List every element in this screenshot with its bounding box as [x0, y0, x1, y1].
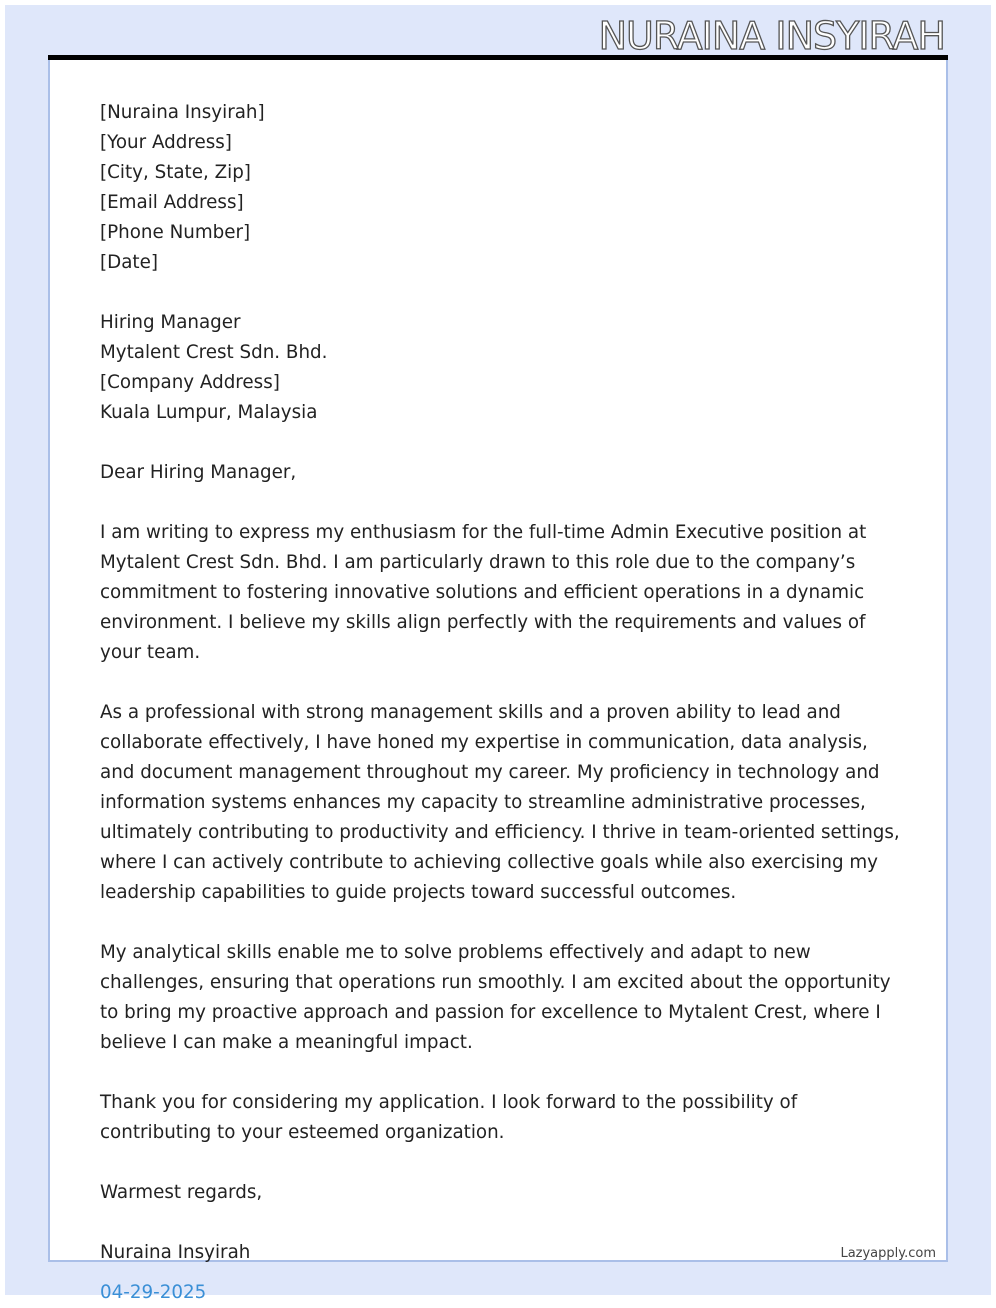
- sender-city: [City, State, Zip]: [100, 162, 251, 183]
- paragraph-experience: As a professional with strong management skills and a proven ability to lead and collaborate effectively, I have honed my expertise in communication, data analysis, and document management throughout my career. My proficiency in technology and information systems enhances my capacity to streamline administrative processes, ultimately contributing to productivity and efficiency. I thrive in team-oriented settings, where I can actively contribute to achieving collective goals while also exercising my leadership capabilities to guide projects toward successful outcomes.: [100, 702, 900, 903]
- sender-name: [Nuraina Insyirah]: [100, 102, 265, 123]
- signature-name: Nuraina Insyirah: [100, 1242, 251, 1263]
- closing: Warmest regards,: [100, 1182, 263, 1203]
- recipient-address: [Company Address]: [100, 372, 280, 393]
- letter-body: [100, 98, 900, 1308]
- salutation: Dear Hiring Manager,: [100, 462, 297, 483]
- sender-email: [Email Address]: [100, 192, 244, 213]
- paragraph-skills: My analytical skills enable me to solve problems effectively and adapt to new challenges, ensuring that operations run smoothly. I am excited about the opportunity to bring my proactive approach and passion for excellence to Mytalent Crest, where I believe I can make a meaningful impact.: [100, 942, 891, 1053]
- sender-address: [Your Address]: [100, 132, 232, 153]
- signature-date: 04-29-2025: [100, 1282, 207, 1303]
- sender-phone: [Phone Number]: [100, 222, 251, 243]
- recipient-city: Kuala Lumpur, Malaysia: [100, 402, 318, 423]
- recipient-company: Mytalent Crest Sdn. Bhd.: [100, 342, 328, 363]
- paragraph-thanks: Thank you for considering my application. I look forward to the possibility of contributing to your esteemed organization.: [100, 1092, 798, 1143]
- header-name: NURAINA INSYIRAH: [598, 14, 945, 58]
- sender-block: [100, 98, 900, 278]
- recipient-block: [100, 308, 900, 428]
- sender-date: [Date]: [100, 252, 158, 273]
- watermark: Lazyapply.com: [840, 1246, 936, 1261]
- paragraph-intro: I am writing to express my enthusiasm for the full-time Admin Executive position at Mytalent Crest Sdn. Bhd. I am particularly drawn to this role due to the company’s commitment to fostering innovative solutions and efficient operations in a dynamic environment. I believe my skills align perfectly with the requirements and values of your team.: [100, 522, 867, 663]
- recipient-title: Hiring Manager: [100, 312, 241, 333]
